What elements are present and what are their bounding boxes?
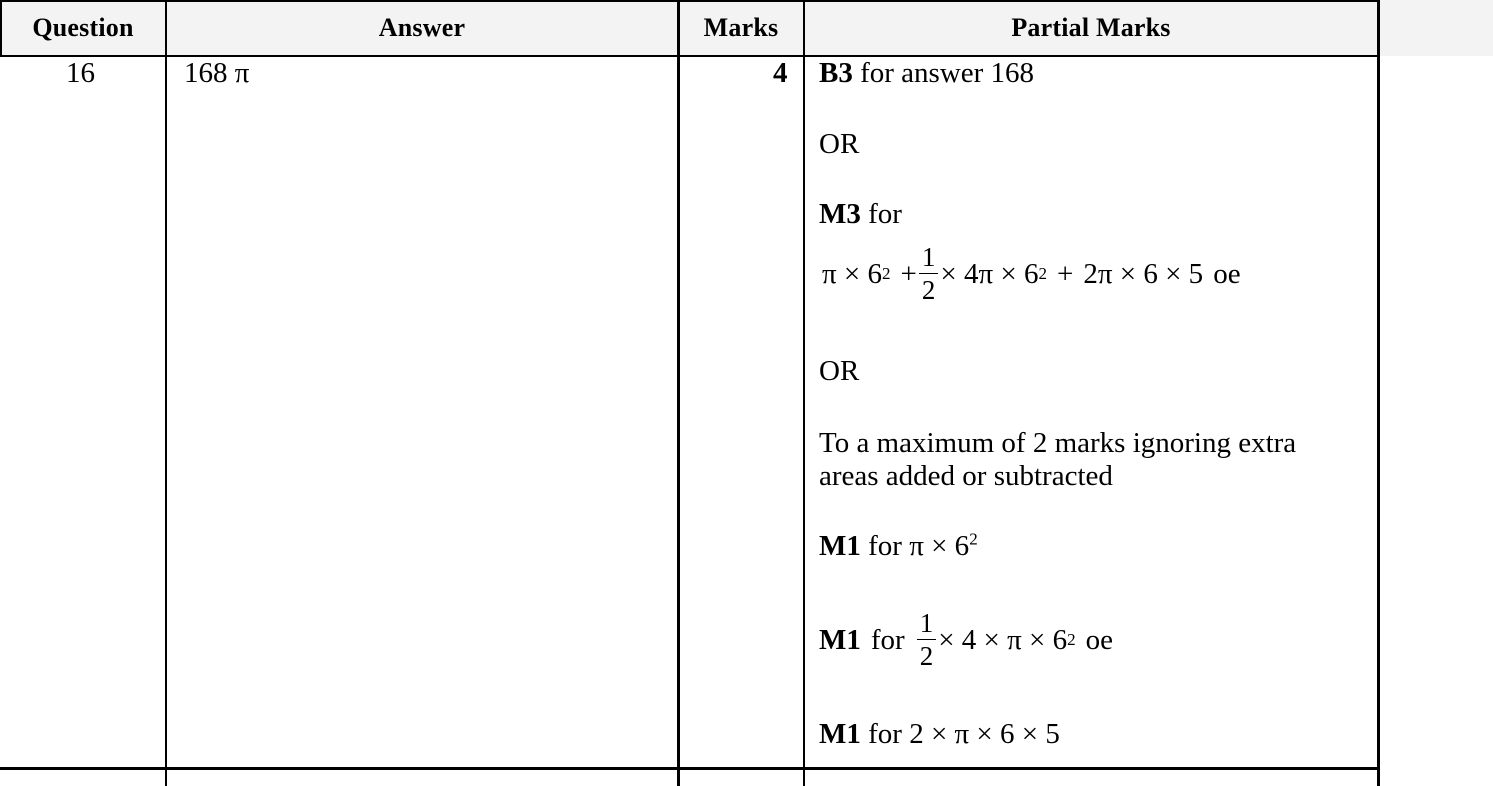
- m1-fraction-numerator: 1: [917, 610, 937, 640]
- m3-term-1: π × 6: [822, 257, 882, 290]
- m1-fraction: [917, 610, 937, 670]
- partial-m1-line-2: M1 for $\frac{1}{2}$ × 4 × π × 6 2 oe: [819, 608, 1114, 671]
- m3-term-3: 2π × 6 × 5: [1083, 257, 1204, 290]
- m3-term-2: × 4π × 6: [940, 257, 1039, 290]
- partial-m1-line-1: [819, 530, 978, 563]
- column-divider-marks: [803, 0, 805, 786]
- partial-or-2: OR: [819, 355, 860, 387]
- m1-for-2: for: [870, 623, 905, 656]
- marks-value: 4: [773, 57, 788, 89]
- partial-b3-line: [819, 57, 1034, 90]
- m1-fraction-denominator: 2: [919, 641, 934, 671]
- partial-or-1: OR: [819, 128, 860, 160]
- m3-fraction: [919, 244, 939, 304]
- row-bottom-border: [0, 767, 1378, 770]
- m3-fraction-denominator: 2: [921, 275, 936, 305]
- column-divider-question: [165, 0, 167, 786]
- header-answer: Answer: [378, 13, 466, 42]
- m3-text: for: [860, 198, 902, 230]
- m1-label-1: M1: [819, 530, 861, 562]
- header-partial-marks: Partial Marks: [1011, 13, 1171, 42]
- column-divider-answer: [677, 0, 680, 786]
- partial-m3-line: [819, 198, 902, 231]
- max-marks-line-1: To a maximum of 2 marks ignoring extra: [819, 427, 1297, 459]
- m3-plus-2: +: [1056, 257, 1074, 290]
- m3-oe: oe: [1213, 257, 1241, 290]
- m1-label-2: M1: [819, 623, 861, 656]
- table-right-border: [1377, 0, 1380, 786]
- max-marks-line-2: areas added or subtracted: [819, 460, 1113, 492]
- answer-value: 168 π: [184, 57, 250, 89]
- b3-label: B3: [819, 57, 853, 89]
- m1-text-1-exponent: 2: [969, 529, 978, 549]
- m3-plus-1: +: [900, 257, 917, 290]
- m1-label-3: M1: [819, 718, 861, 750]
- table-left-border: [0, 0, 2, 56]
- header-question: Question: [32, 13, 134, 42]
- m1-oe-2: oe: [1085, 623, 1114, 656]
- b3-text: for answer 168: [852, 57, 1035, 89]
- header-marks: Marks: [703, 13, 779, 42]
- m3-fraction-numerator: 1: [919, 244, 939, 274]
- partial-m1-line-3: [819, 718, 1060, 751]
- question-number: 16: [66, 57, 95, 89]
- m1-text-1: for π × 6: [860, 530, 970, 562]
- m3-expression: π × 6 2 + $\frac{1}{2}$ × 4π × 6 2 + 2π × 6 × 5 oe: [822, 242, 1241, 305]
- m1-expression-2: × 4 × π × 6: [938, 623, 1068, 656]
- m3-label: M3: [819, 198, 861, 230]
- header-top-border: [0, 0, 1378, 2]
- m1-text-3: for 2 × π × 6 × 5: [860, 718, 1060, 750]
